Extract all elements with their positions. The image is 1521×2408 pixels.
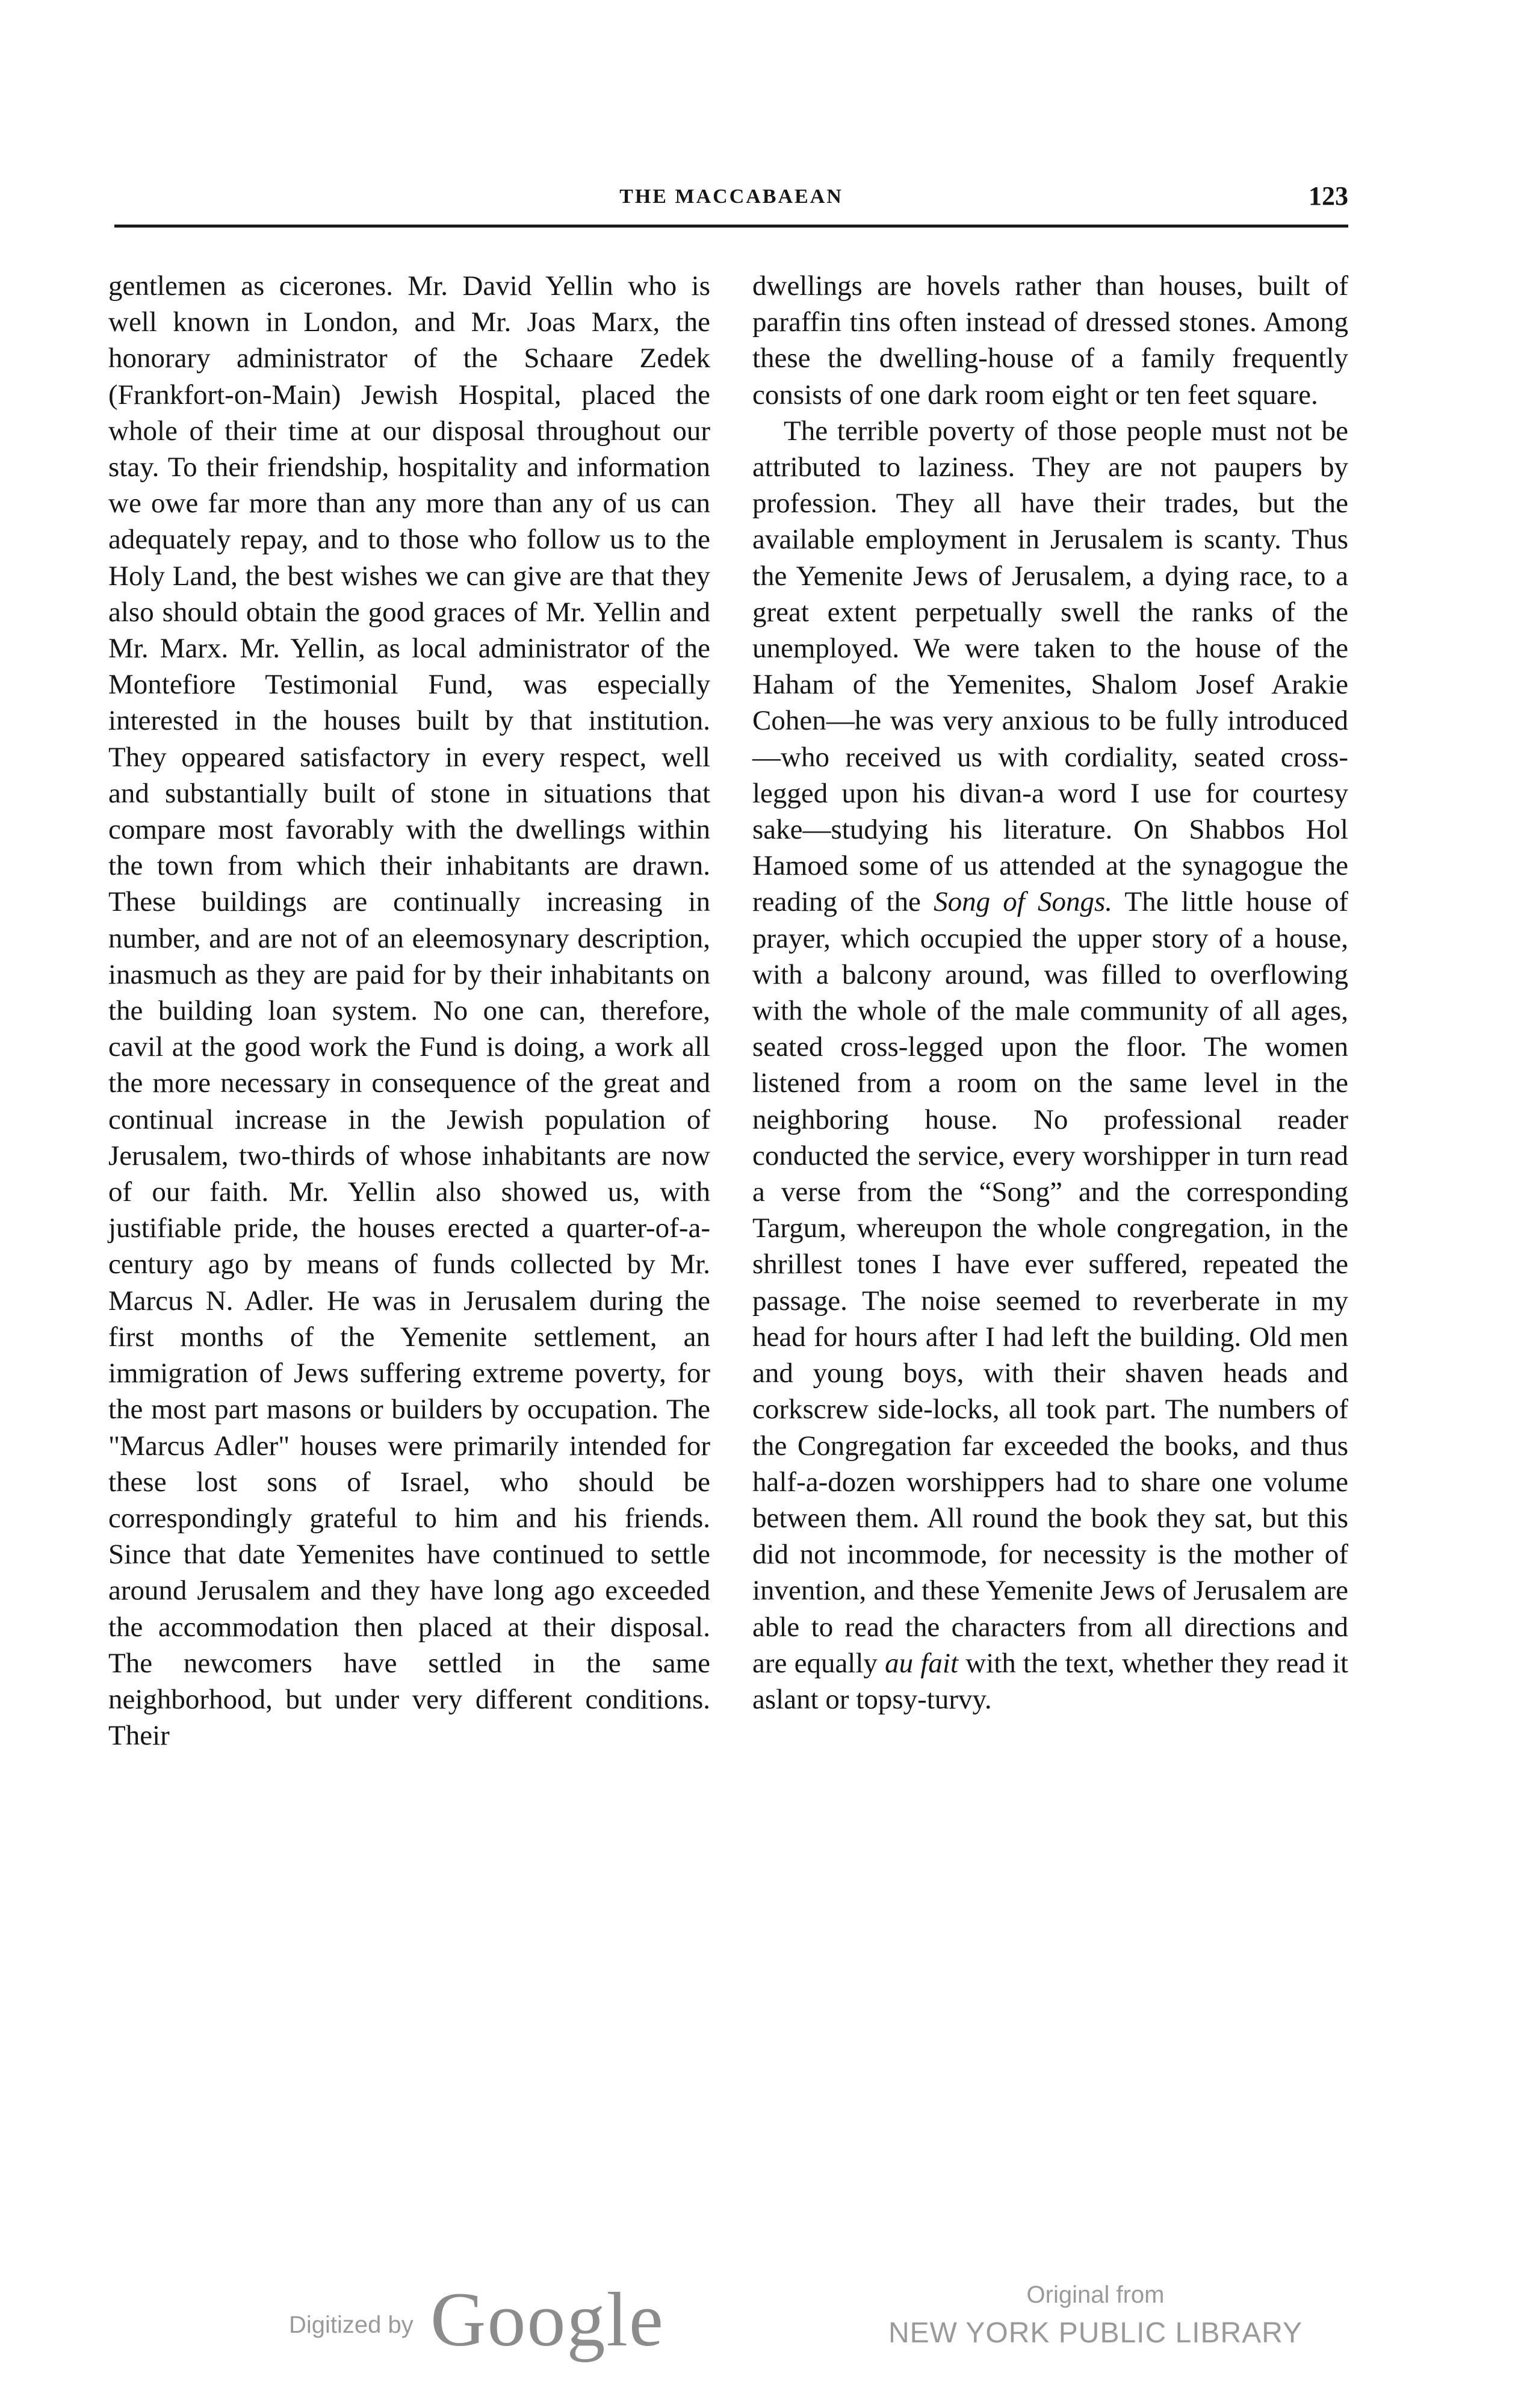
song-title: Song of Songs. <box>934 886 1113 918</box>
digitized-by-label: Digitized by <box>289 2312 414 2338</box>
page-header <box>114 181 1348 217</box>
running-title: THE MACCABAEAN <box>619 185 843 208</box>
au-fait-phrase: au fait <box>885 1647 959 1679</box>
header-rule <box>114 225 1348 228</box>
digitization-footer <box>0 2276 1521 2372</box>
left-column-paragraph: gentlemen as cicerones. Mr. David Yellin who is well known in London, and Mr. Joas Marx, the honorary administrator of the Schaare Zedek (Frankfort-on-Main) Jewish Hospital, placed the whole of their time at our disposal throughout our stay. To their friendship, hospitality and information we owe far more than any more than any of us can adequately repay, and to those who follow us to the Holy Land, the best wishes we can give are that they also should obtain the good graces of Mr. Yellin and Mr. Marx. Mr. Yellin, as local administrator of the Montefiore Testimonial Fund, was especially interested in the houses built by that institution. They oppeared satisfactory in every respect, well and substantially built of stone in situations that compare most favorably with the dwellings within the town from which their inhabitants are drawn. These buildings are continually increasing in number, and are not of an eleemosynary description, inasmuch as they are paid for by their inhabitants on the building loan system. No one can, therefore, cavil at the good work the Fund is doing, a work all the more necessary in consequence of the great and continual increase in the Jewish population of Jerusalem, two-thirds of whose inhabitants are now of our faith. Mr. Yellin also showed us, with justifiable pride, the houses erected a quarter-of-a-century ago by means of funds collected by Mr. Marcus N. Adler. He was in Jerusalem during the first months of the Yemenite settlement, an immigration of Jews suffering extreme poverty, for the most part masons or builders by occupation. The "Marcus Adler" houses were primarily intended for these lost sons of Israel, who should be correspondingly grateful to him and his friends. Since that date Yemenites have continued to settle around Jerusalem and they have long ago exceeded the accommodation then placed at their disposal. The newcomers have settled in the same neighborhood, but under very different conditions. Their <box>108 270 710 1752</box>
paragraph-text: The terrible poverty of those people must not be attributed to laziness. They are not paupers by profession. They all have their trades, but the available employment in Jerusalem is scanty. Thus the Yemenite Jews of Jerusalem, a dying race, to a great extent perpetually swell the ranks of the unemployed. We were taken to the house of the Haham of the Yemenites, Shalom Josef Arakie Cohen—he was very anxious to be fully introduced—who received us with cordiality, seated cross-legged upon his divan-a word I use for courtesy sake—studying his literature. On Shabbos Hol Hamoed some of us attended at the synagogue the reading of the <box>752 415 1348 918</box>
google-logo: Google <box>430 2277 664 2362</box>
right-column-paragraph-1: dwellings are hovels rather than houses, built of paraffin tins often instead of dressed stones. Among these the dwelling-house of a family frequently consists of one dark room eight or ten feet square. <box>752 270 1348 411</box>
right-column <box>752 268 1348 1718</box>
paragraph-text: with the text, whether they read it aslant or topsy-turvy. <box>752 1647 1348 1715</box>
right-column-paragraph-2 <box>752 413 1348 1718</box>
library-name: NEW YORK PUBLIC LIBRARY <box>888 2317 1303 2349</box>
page-number: 123 <box>1309 181 1348 211</box>
paragraph-text: The little house of prayer, which occupied the upper story of a house, with a balcony around, was filled to overflowing with the whole of the male community of all ages, seated cross-legged upon the floor. The women listened from a room on the same level in the neighboring house. No professional reader conducted the service, every worshipper in turn read a verse from the “Song” and the corresponding Targum, whereupon the whole congregation, in the shrillest tones I have ever suffered, repeated the passage. The noise seemed to reverberate in my head for hours after I had left the building. Old men and young boys, with their shaven heads and corkscrew side-locks, all took part. The numbers of the Congregation far exceeded the books, and thus half-a-dozen worshippers had to share one volume between them. All round the book they sat, but this did not incommode, for necessity is the mother of invention, and these Yemenite Jews of Jerusalem are able to read the characters from all directions and are equally <box>752 886 1348 1679</box>
original-from-label: Original from <box>1026 2282 1165 2308</box>
left-column <box>108 268 710 1754</box>
